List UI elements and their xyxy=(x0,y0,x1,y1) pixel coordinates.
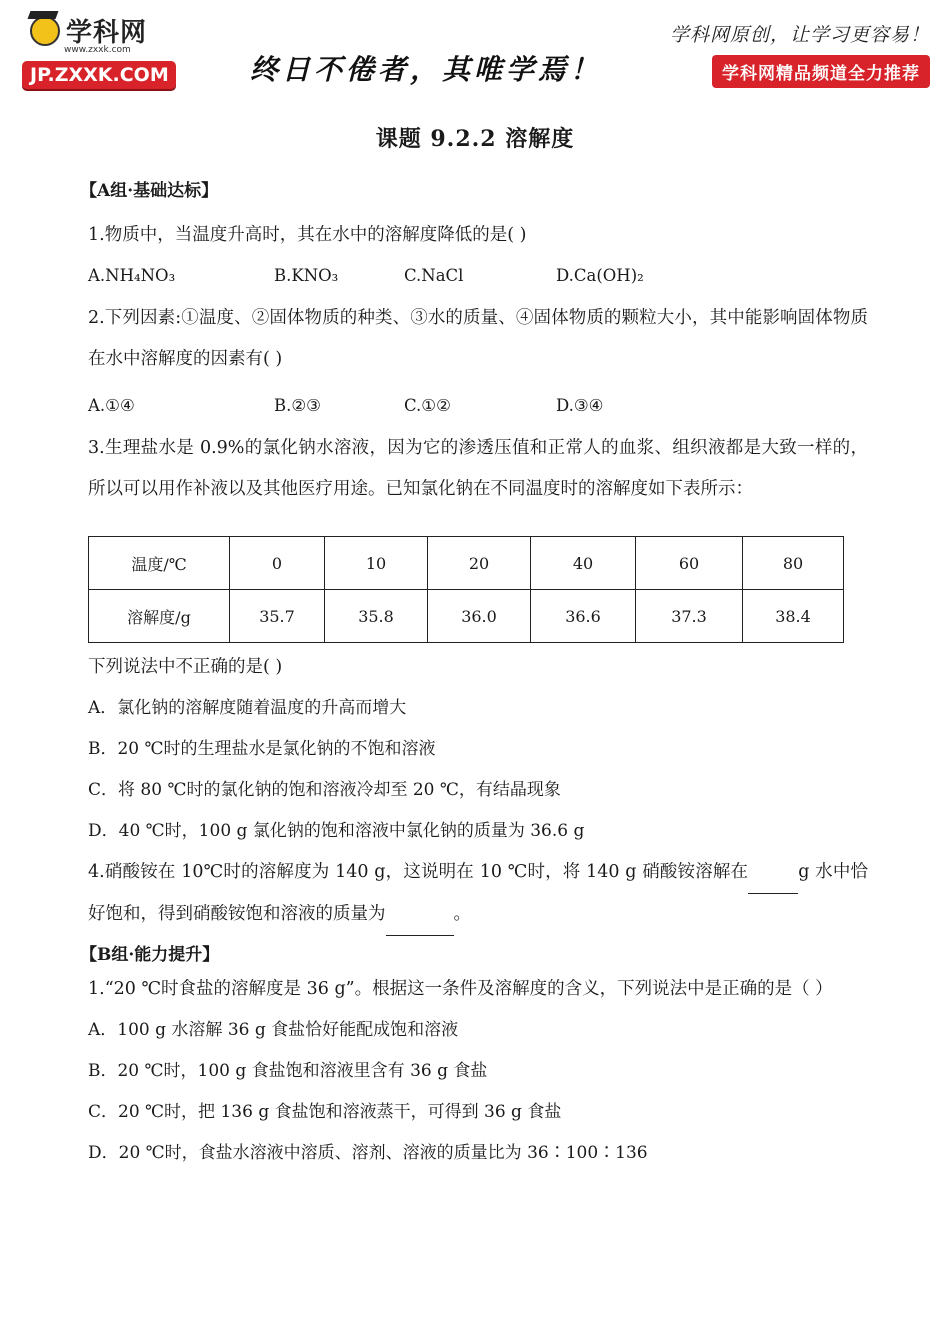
page-header xyxy=(0,0,950,110)
option: A.NH₄NO₃ xyxy=(88,266,176,285)
table-cell: 溶解度/g xyxy=(89,590,230,643)
table-cell: 20 xyxy=(428,537,531,590)
option: C．将 80 ℃时的氯化钠的饱和溶液冷却至 20 ℃，有结晶现象 xyxy=(88,780,561,800)
table-cell: 36.6 xyxy=(531,590,636,643)
solubility-table xyxy=(88,536,844,643)
mascot-icon xyxy=(30,16,60,46)
table-cell: 37.3 xyxy=(636,590,743,643)
logo-badge: JP.ZXXK.COM xyxy=(22,61,176,89)
question-text: 。 xyxy=(453,904,471,924)
question-text: 4.硝酸铵在 10℃时的溶解度为 140 g，这说明在 10 ℃时，将 140 g 硝酸铵溶解在 xyxy=(88,862,749,882)
answer-blank[interactable] xyxy=(748,852,798,894)
question-a2-options xyxy=(88,390,868,422)
section-a-heading: 【A组·基础达标】 xyxy=(80,181,219,201)
table-cell: 温度/℃ xyxy=(89,537,230,590)
table-row xyxy=(89,590,844,643)
question-a4 xyxy=(88,852,868,936)
table-cell: 35.8 xyxy=(325,590,428,643)
option: A.①④ xyxy=(88,396,135,415)
option: D．20 ℃时，食盐水溶液中溶质、溶剂、溶液的质量比为 36∶100∶136 xyxy=(88,1143,648,1163)
option: B.KNO₃ xyxy=(274,266,339,285)
question-b1: 1.“20 ℃时食盐的溶解度是 36 g”。根据这一条件及溶解度的含义，下列说法中是正确的是（ ） xyxy=(88,979,833,999)
page-title: 课题 9.2.2 溶解度 xyxy=(375,126,575,152)
header-right xyxy=(670,20,930,88)
zxxk-logo[interactable] xyxy=(22,12,182,94)
question-a1: 1.物质中，当温度升高时，其在水中的溶解度降低的是( ) xyxy=(88,225,527,245)
table-cell: 80 xyxy=(743,537,844,590)
option: C．20 ℃时，把 136 g 食盐饱和溶液蒸干，可得到 36 g 食盐 xyxy=(88,1102,562,1122)
option: C.NaCl xyxy=(404,266,464,285)
question-a3-prompt: 下列说法中不正确的是( ) xyxy=(88,657,283,677)
table-cell: 40 xyxy=(531,537,636,590)
question-text: g 水中恰好饱和，得到硝酸铵饱和溶液的质量为 xyxy=(88,862,868,924)
option: D．40 ℃时，100 g 氯化钠的饱和溶液中氯化钠的质量为 36.6 g xyxy=(88,821,585,841)
table-cell: 60 xyxy=(636,537,743,590)
section-b-heading: 【B组·能力提升】 xyxy=(80,945,220,965)
table-cell: 35.7 xyxy=(230,590,325,643)
table-row xyxy=(89,537,844,590)
option: D.Ca(OH)₂ xyxy=(556,266,644,285)
option: B．20 ℃时的生理盐水是氯化钠的不饱和溶液 xyxy=(88,739,436,759)
logo-name: 学科网 xyxy=(66,18,148,48)
option: A．100 g 水溶解 36 g 食盐恰好能配成饱和溶液 xyxy=(88,1020,459,1040)
promo-banner[interactable]: 学科网精品频道全力推荐 xyxy=(712,55,930,88)
option: C.①② xyxy=(404,396,451,415)
answer-blank[interactable] xyxy=(386,894,454,936)
document-body xyxy=(80,170,868,1174)
option: B．20 ℃时，100 g 食盐饱和溶液里含有 36 g 食盐 xyxy=(88,1061,488,1081)
option: B.②③ xyxy=(274,396,321,415)
slogan: 学科网原创，让学习更容易！ xyxy=(670,24,931,46)
table-cell: 0 xyxy=(230,537,325,590)
table-cell: 38.4 xyxy=(743,590,844,643)
question-a2: 2.下列因素:①温度、②固体物质的种类、③水的质量、④固体物质的颗粒大小，其中能影响固体物质在水中溶解度的因素有( ) xyxy=(88,308,868,369)
table-cell: 10 xyxy=(325,537,428,590)
question-a1-options xyxy=(88,260,868,292)
option: A．氯化钠的溶解度随着温度的升高而增大 xyxy=(88,698,407,718)
table-cell: 36.0 xyxy=(428,590,531,643)
question-a3: 3.生理盐水是 0.9%的氯化钠水溶液，因为它的渗透压值和正常人的血浆、组织液都是大致一样的，所以可以用作补液以及其他医疗用途。已知氯化钠在不同温度时的溶解度如下表所示： xyxy=(88,438,868,499)
motto: 终日不倦者，其唯学焉！ xyxy=(250,53,603,86)
logo-url: www.zxxk.com xyxy=(64,45,131,55)
option: D.③④ xyxy=(556,396,604,415)
